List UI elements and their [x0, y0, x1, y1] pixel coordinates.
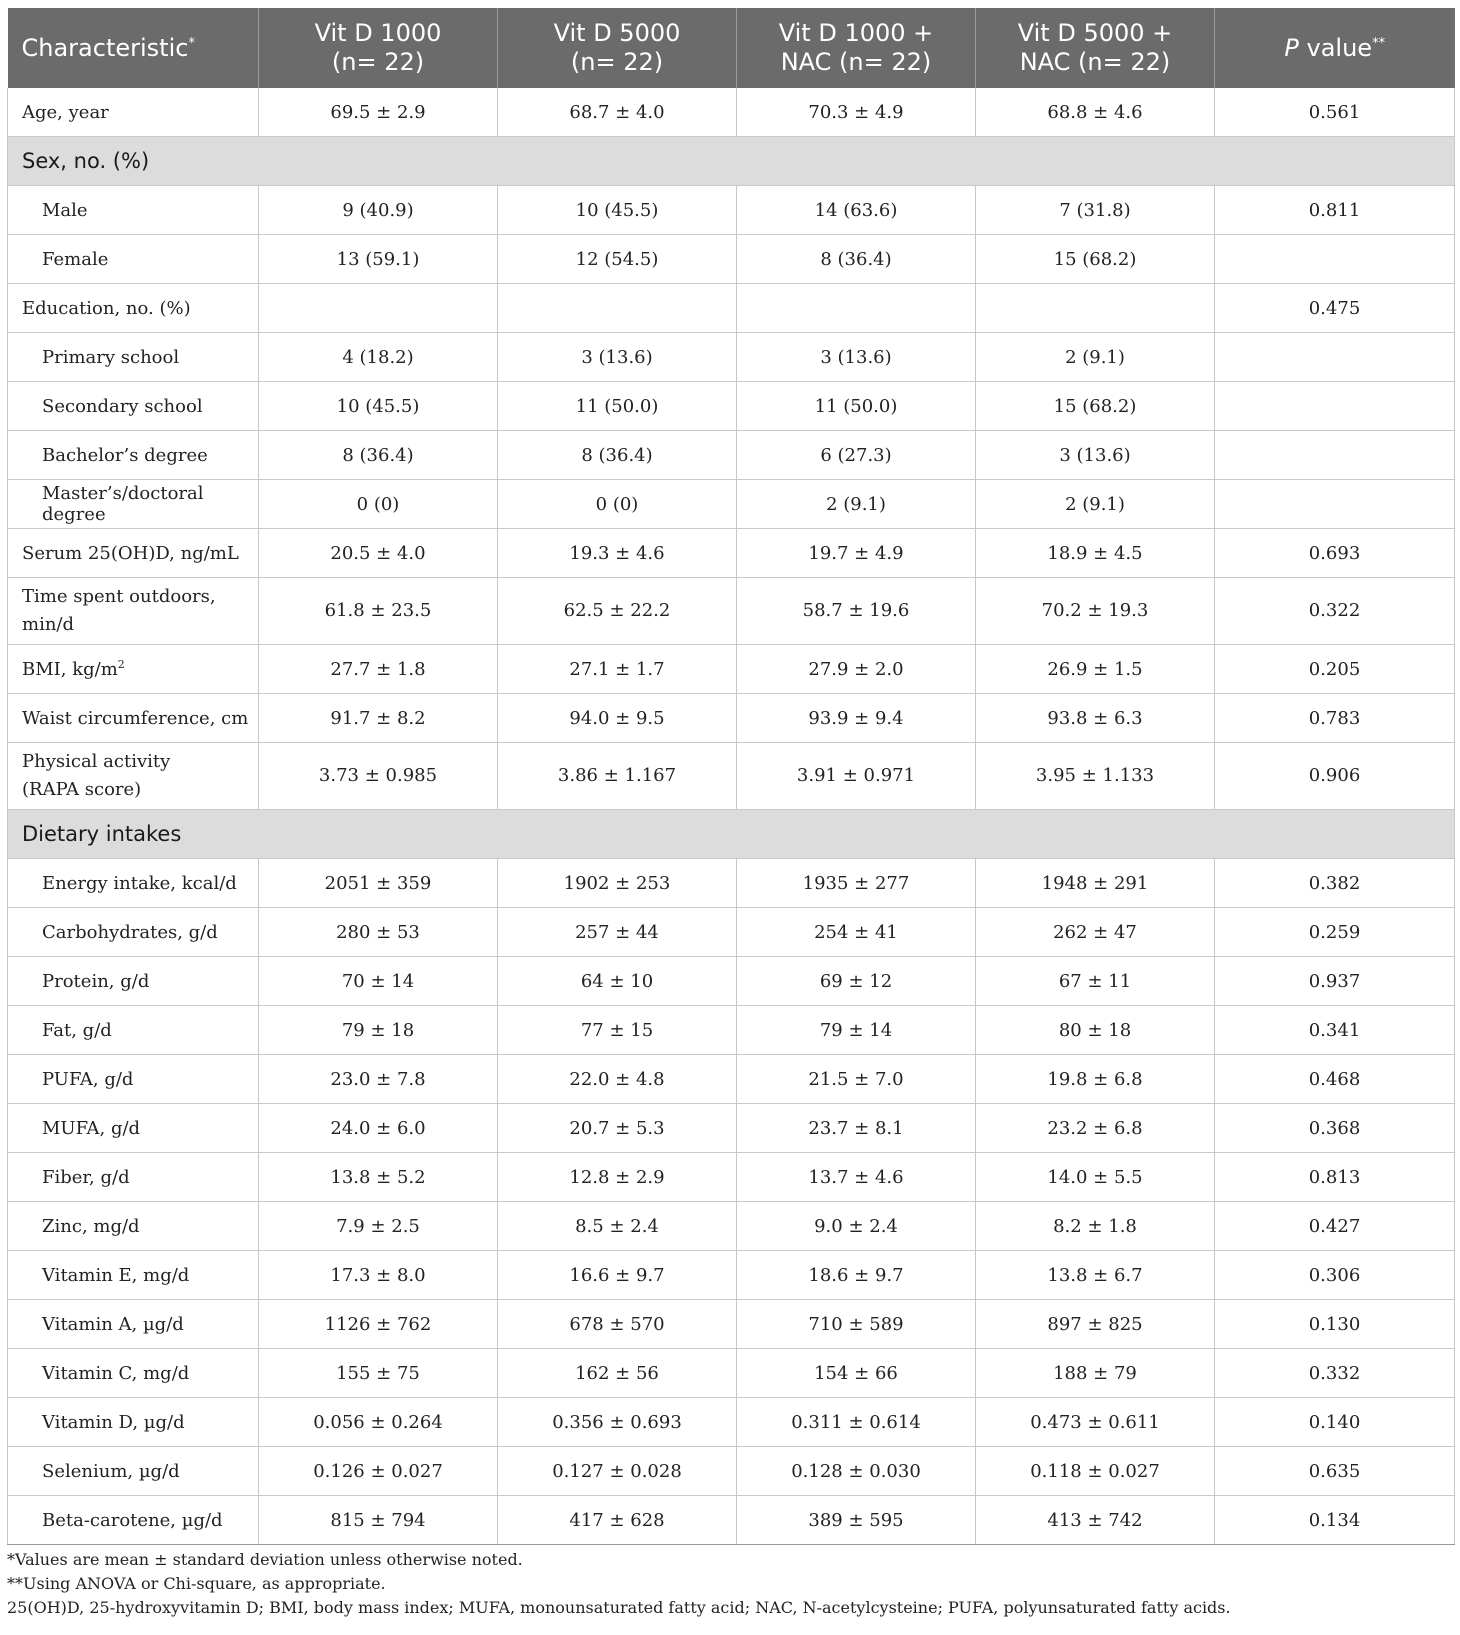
cell-value: 254 ± 41	[737, 908, 976, 957]
cell-pvalue: 0.140	[1215, 1398, 1455, 1447]
row-label: PUFA, g/d	[8, 1055, 259, 1104]
cell-value: 20.5 ± 4.0	[259, 529, 498, 578]
cell-pvalue: 0.906	[1215, 743, 1455, 810]
cell-value: 897 ± 825	[976, 1300, 1215, 1349]
header-text: (n= 22)	[331, 48, 425, 76]
cell-value: 2051 ± 359	[259, 859, 498, 908]
cell-value	[498, 284, 737, 333]
row-label: Beta-carotene, µg/d	[8, 1496, 259, 1545]
row-label: Protein, g/d	[8, 957, 259, 1006]
cell-value: 1935 ± 277	[737, 859, 976, 908]
table-row	[8, 235, 1455, 284]
cell-value: 3 (13.6)	[737, 333, 976, 382]
cell-pvalue	[1215, 480, 1455, 529]
cell-value: 67 ± 11	[976, 957, 1215, 1006]
header-text: NAC (n= 22)	[780, 48, 932, 76]
table-row	[8, 578, 1455, 645]
cell-pvalue: 0.635	[1215, 1447, 1455, 1496]
row-label: MUFA, g/d	[8, 1104, 259, 1153]
table-row	[8, 645, 1455, 694]
cell-value: 27.9 ± 2.0	[737, 645, 976, 694]
row-label: Serum 25(OH)D, ng/mL	[8, 529, 259, 578]
cell-pvalue: 0.341	[1215, 1006, 1455, 1055]
row-label: Zinc, mg/d	[8, 1202, 259, 1251]
table-header	[8, 8, 1455, 88]
cell-value: 91.7 ± 8.2	[259, 694, 498, 743]
row-label: Age, year	[8, 88, 259, 137]
cell-value: 22.0 ± 4.8	[498, 1055, 737, 1104]
header-vitd1000	[259, 8, 498, 88]
footnote: 25(OH)D, 25-hydroxyvitamin D; BMI, body mass index; MUFA, monounsaturated fatty acid; NAC, N-acetylcysteine; PUFA, polyunsaturated fatty acids.	[7, 1598, 1231, 1617]
cell-value: 0.126 ± 0.027	[259, 1447, 498, 1496]
cell-value: 70.2 ± 19.3	[976, 578, 1215, 645]
cell-value: 11 (50.0)	[498, 382, 737, 431]
cell-value: 280 ± 53	[259, 908, 498, 957]
cell-value: 14 (63.6)	[737, 186, 976, 235]
cell-value: 64 ± 10	[498, 957, 737, 1006]
cell-value: 27.1 ± 1.7	[498, 645, 737, 694]
row-label: Selenium, µg/d	[8, 1447, 259, 1496]
cell-value: 23.2 ± 6.8	[976, 1104, 1215, 1153]
header-text: P	[1284, 33, 1299, 62]
table-row	[8, 186, 1455, 235]
cell-value: 8 (36.4)	[737, 235, 976, 284]
cell-value: 68.8 ± 4.6	[976, 88, 1215, 137]
cell-value: 3.91 ± 0.971	[737, 743, 976, 810]
cell-pvalue: 0.813	[1215, 1153, 1455, 1202]
cell-value: 19.7 ± 4.9	[737, 529, 976, 578]
cell-value	[737, 284, 976, 333]
header-text: Vit D 1000	[314, 19, 442, 47]
table-row	[8, 431, 1455, 480]
table-row	[8, 88, 1455, 137]
row-label	[8, 743, 259, 810]
table-row	[8, 1006, 1455, 1055]
table-row	[8, 1202, 1455, 1251]
section-row-sex	[8, 137, 1455, 186]
cell-value: 13.8 ± 6.7	[976, 1251, 1215, 1300]
cell-value: 0.056 ± 0.264	[259, 1398, 498, 1447]
table-row	[8, 382, 1455, 431]
cell-pvalue: 0.475	[1215, 284, 1455, 333]
cell-pvalue: 0.693	[1215, 529, 1455, 578]
row-label: Secondary school	[8, 382, 259, 431]
cell-value: 9 (40.9)	[259, 186, 498, 235]
row-label: Education, no. (%)	[8, 284, 259, 333]
table-row	[8, 908, 1455, 957]
cell-value: 13.8 ± 5.2	[259, 1153, 498, 1202]
header-characteristic	[8, 8, 259, 88]
header-row	[8, 8, 1455, 88]
cell-value: 3.86 ± 1.167	[498, 743, 737, 810]
cell-value: 710 ± 589	[737, 1300, 976, 1349]
row-label: Waist circumference, cm	[8, 694, 259, 743]
row-label: Vitamin A, µg/d	[8, 1300, 259, 1349]
cell-value: 8.5 ± 2.4	[498, 1202, 737, 1251]
row-label: Energy intake, kcal/d	[8, 859, 259, 908]
footnote-mark: *	[188, 35, 195, 51]
table-row	[8, 1104, 1455, 1153]
cell-pvalue: 0.811	[1215, 186, 1455, 235]
cell-value	[259, 284, 498, 333]
cell-value: 0.473 ± 0.611	[976, 1398, 1215, 1447]
cell-value: 678 ± 570	[498, 1300, 737, 1349]
cell-value: 15 (68.2)	[976, 235, 1215, 284]
cell-value: 68.7 ± 4.0	[498, 88, 737, 137]
header-text: Vit D 5000 +	[1017, 19, 1173, 47]
row-label	[8, 645, 259, 694]
cell-value: 94.0 ± 9.5	[498, 694, 737, 743]
cell-pvalue	[1215, 382, 1455, 431]
section-label: Dietary intakes	[8, 810, 1455, 859]
table-row	[8, 957, 1455, 1006]
cell-value: 10 (45.5)	[498, 186, 737, 235]
cell-value: 3.73 ± 0.985	[259, 743, 498, 810]
cell-value: 19.3 ± 4.6	[498, 529, 737, 578]
cell-value: 188 ± 79	[976, 1349, 1215, 1398]
cell-value: 0.356 ± 0.693	[498, 1398, 737, 1447]
table-row	[8, 1447, 1455, 1496]
cell-value: 162 ± 56	[498, 1349, 737, 1398]
row-label: Male	[8, 186, 259, 235]
table-row	[8, 529, 1455, 578]
row-label: Vitamin C, mg/d	[8, 1349, 259, 1398]
row-label-text: BMI, kg/m	[22, 658, 118, 680]
cell-pvalue: 0.427	[1215, 1202, 1455, 1251]
cell-value: 154 ± 66	[737, 1349, 976, 1398]
cell-value: 8.2 ± 1.8	[976, 1202, 1215, 1251]
data-table	[7, 8, 1455, 1545]
cell-value: 16.6 ± 9.7	[498, 1251, 737, 1300]
footnote: *Values are mean ± standard deviation unless otherwise noted.	[7, 1550, 523, 1569]
table-footnotes	[7, 1548, 1454, 1620]
row-label-line: Time spent outdoors,	[22, 586, 216, 607]
header-text: NAC (n= 22)	[1019, 48, 1171, 76]
table-row	[8, 1349, 1455, 1398]
footnote: **Using ANOVA or Chi-square, as appropriate.	[7, 1574, 386, 1593]
cell-value: 1126 ± 762	[259, 1300, 498, 1349]
cell-value: 93.9 ± 9.4	[737, 694, 976, 743]
cell-pvalue: 0.322	[1215, 578, 1455, 645]
cell-value: 0.128 ± 0.030	[737, 1447, 976, 1496]
cell-value: 257 ± 44	[498, 908, 737, 957]
cell-pvalue: 0.130	[1215, 1300, 1455, 1349]
cell-value: 4 (18.2)	[259, 333, 498, 382]
cell-pvalue	[1215, 235, 1455, 284]
cell-pvalue: 0.382	[1215, 859, 1455, 908]
cell-value: 20.7 ± 5.3	[498, 1104, 737, 1153]
cell-pvalue: 0.937	[1215, 957, 1455, 1006]
cell-pvalue: 0.468	[1215, 1055, 1455, 1104]
cell-value: 17.3 ± 8.0	[259, 1251, 498, 1300]
cell-value: 0.118 ± 0.027	[976, 1447, 1215, 1496]
cell-value: 155 ± 75	[259, 1349, 498, 1398]
cell-value: 389 ± 595	[737, 1496, 976, 1545]
cell-value: 11 (50.0)	[737, 382, 976, 431]
row-label-line: (RAPA score)	[22, 779, 142, 800]
cell-pvalue	[1215, 431, 1455, 480]
header-text: Vit D 5000	[553, 19, 681, 47]
cell-value: 8 (36.4)	[498, 431, 737, 480]
cell-value: 10 (45.5)	[259, 382, 498, 431]
cell-value: 77 ± 15	[498, 1006, 737, 1055]
cell-pvalue: 0.205	[1215, 645, 1455, 694]
cell-pvalue	[1215, 333, 1455, 382]
cell-value: 417 ± 628	[498, 1496, 737, 1545]
superscript: 2	[117, 657, 125, 671]
table-row	[8, 1055, 1455, 1104]
row-label: Bachelor’s degree	[8, 431, 259, 480]
row-label: Fiber, g/d	[8, 1153, 259, 1202]
cell-value: 0 (0)	[498, 480, 737, 529]
cell-value: 0.311 ± 0.614	[737, 1398, 976, 1447]
cell-value: 13 (59.1)	[259, 235, 498, 284]
cell-value: 2 (9.1)	[737, 480, 976, 529]
cell-value: 18.9 ± 4.5	[976, 529, 1215, 578]
cell-value: 262 ± 47	[976, 908, 1215, 957]
table-row	[8, 1251, 1455, 1300]
cell-pvalue: 0.561	[1215, 88, 1455, 137]
cell-value: 8 (36.4)	[259, 431, 498, 480]
cell-value: 9.0 ± 2.4	[737, 1202, 976, 1251]
cell-value: 27.7 ± 1.8	[259, 645, 498, 694]
cell-value: 2 (9.1)	[976, 480, 1215, 529]
cell-value: 79 ± 14	[737, 1006, 976, 1055]
cell-pvalue: 0.259	[1215, 908, 1455, 957]
table-row	[8, 480, 1455, 529]
row-label-line: min/d	[22, 614, 75, 635]
row-label: Primary school	[8, 333, 259, 382]
cell-value: 26.9 ± 1.5	[976, 645, 1215, 694]
section-label: Sex, no. (%)	[8, 137, 1455, 186]
cell-value: 6 (27.3)	[737, 431, 976, 480]
cell-value: 23.0 ± 7.8	[259, 1055, 498, 1104]
cell-value: 3 (13.6)	[498, 333, 737, 382]
cell-value: 80 ± 18	[976, 1006, 1215, 1055]
header-text: Vit D 1000 +	[778, 19, 934, 47]
cell-value: 1902 ± 253	[498, 859, 737, 908]
cell-value: 21.5 ± 7.0	[737, 1055, 976, 1104]
cell-value: 61.8 ± 23.5	[259, 578, 498, 645]
cell-value: 7.9 ± 2.5	[259, 1202, 498, 1251]
cell-value: 24.0 ± 6.0	[259, 1104, 498, 1153]
header-characteristic-text: Characteristic	[21, 33, 189, 62]
row-label: Female	[8, 235, 259, 284]
cell-value: 62.5 ± 22.2	[498, 578, 737, 645]
cell-value: 12 (54.5)	[498, 235, 737, 284]
baseline-characteristics-table	[7, 8, 1454, 1545]
cell-pvalue: 0.306	[1215, 1251, 1455, 1300]
cell-value: 815 ± 794	[259, 1496, 498, 1545]
header-pvalue	[1215, 8, 1455, 88]
row-label: Vitamin D, µg/d	[8, 1398, 259, 1447]
cell-value: 1948 ± 291	[976, 859, 1215, 908]
cell-value: 23.7 ± 8.1	[737, 1104, 976, 1153]
cell-value: 2 (9.1)	[976, 333, 1215, 382]
table-row	[8, 859, 1455, 908]
table-row	[8, 1300, 1455, 1349]
row-label	[8, 578, 259, 645]
cell-value: 413 ± 742	[976, 1496, 1215, 1545]
cell-value: 0 (0)	[259, 480, 498, 529]
cell-value: 7 (31.8)	[976, 186, 1215, 235]
cell-value: 0.127 ± 0.028	[498, 1447, 737, 1496]
header-text: (n= 22)	[570, 48, 664, 76]
cell-value: 69.5 ± 2.9	[259, 88, 498, 137]
cell-value: 14.0 ± 5.5	[976, 1153, 1215, 1202]
cell-value: 79 ± 18	[259, 1006, 498, 1055]
header-vitd1000-nac	[737, 8, 976, 88]
cell-pvalue: 0.783	[1215, 694, 1455, 743]
cell-value: 19.8 ± 6.8	[976, 1055, 1215, 1104]
row-label: Vitamin E, mg/d	[8, 1251, 259, 1300]
table-row	[8, 1398, 1455, 1447]
cell-value: 93.8 ± 6.3	[976, 694, 1215, 743]
cell-value: 69 ± 12	[737, 957, 976, 1006]
cell-value: 13.7 ± 4.6	[737, 1153, 976, 1202]
cell-value: 58.7 ± 19.6	[737, 578, 976, 645]
cell-pvalue: 0.368	[1215, 1104, 1455, 1153]
row-label: Fat, g/d	[8, 1006, 259, 1055]
cell-value: 18.6 ± 9.7	[737, 1251, 976, 1300]
header-vitd5000-nac	[976, 8, 1215, 88]
cell-value: 15 (68.2)	[976, 382, 1215, 431]
table-row	[8, 1153, 1455, 1202]
cell-value: 12.8 ± 2.9	[498, 1153, 737, 1202]
cell-value: 3 (13.6)	[976, 431, 1215, 480]
header-vitd5000	[498, 8, 737, 88]
cell-pvalue: 0.134	[1215, 1496, 1455, 1545]
row-label: Carbohydrates, g/d	[8, 908, 259, 957]
table-row	[8, 1496, 1455, 1545]
footnote-mark: **	[1372, 35, 1386, 51]
table-body	[8, 88, 1455, 1545]
cell-value: 70 ± 14	[259, 957, 498, 1006]
section-row-dietary	[8, 810, 1455, 859]
table-row	[8, 743, 1455, 810]
cell-value: 3.95 ± 1.133	[976, 743, 1215, 810]
header-text: value	[1298, 33, 1373, 62]
row-label-line: Physical activity	[22, 751, 171, 772]
row-label: Master’s/doctoral degree	[8, 480, 259, 529]
table-row	[8, 284, 1455, 333]
cell-pvalue: 0.332	[1215, 1349, 1455, 1398]
cell-value: 70.3 ± 4.9	[737, 88, 976, 137]
table-row	[8, 333, 1455, 382]
cell-value	[976, 284, 1215, 333]
table-row	[8, 694, 1455, 743]
